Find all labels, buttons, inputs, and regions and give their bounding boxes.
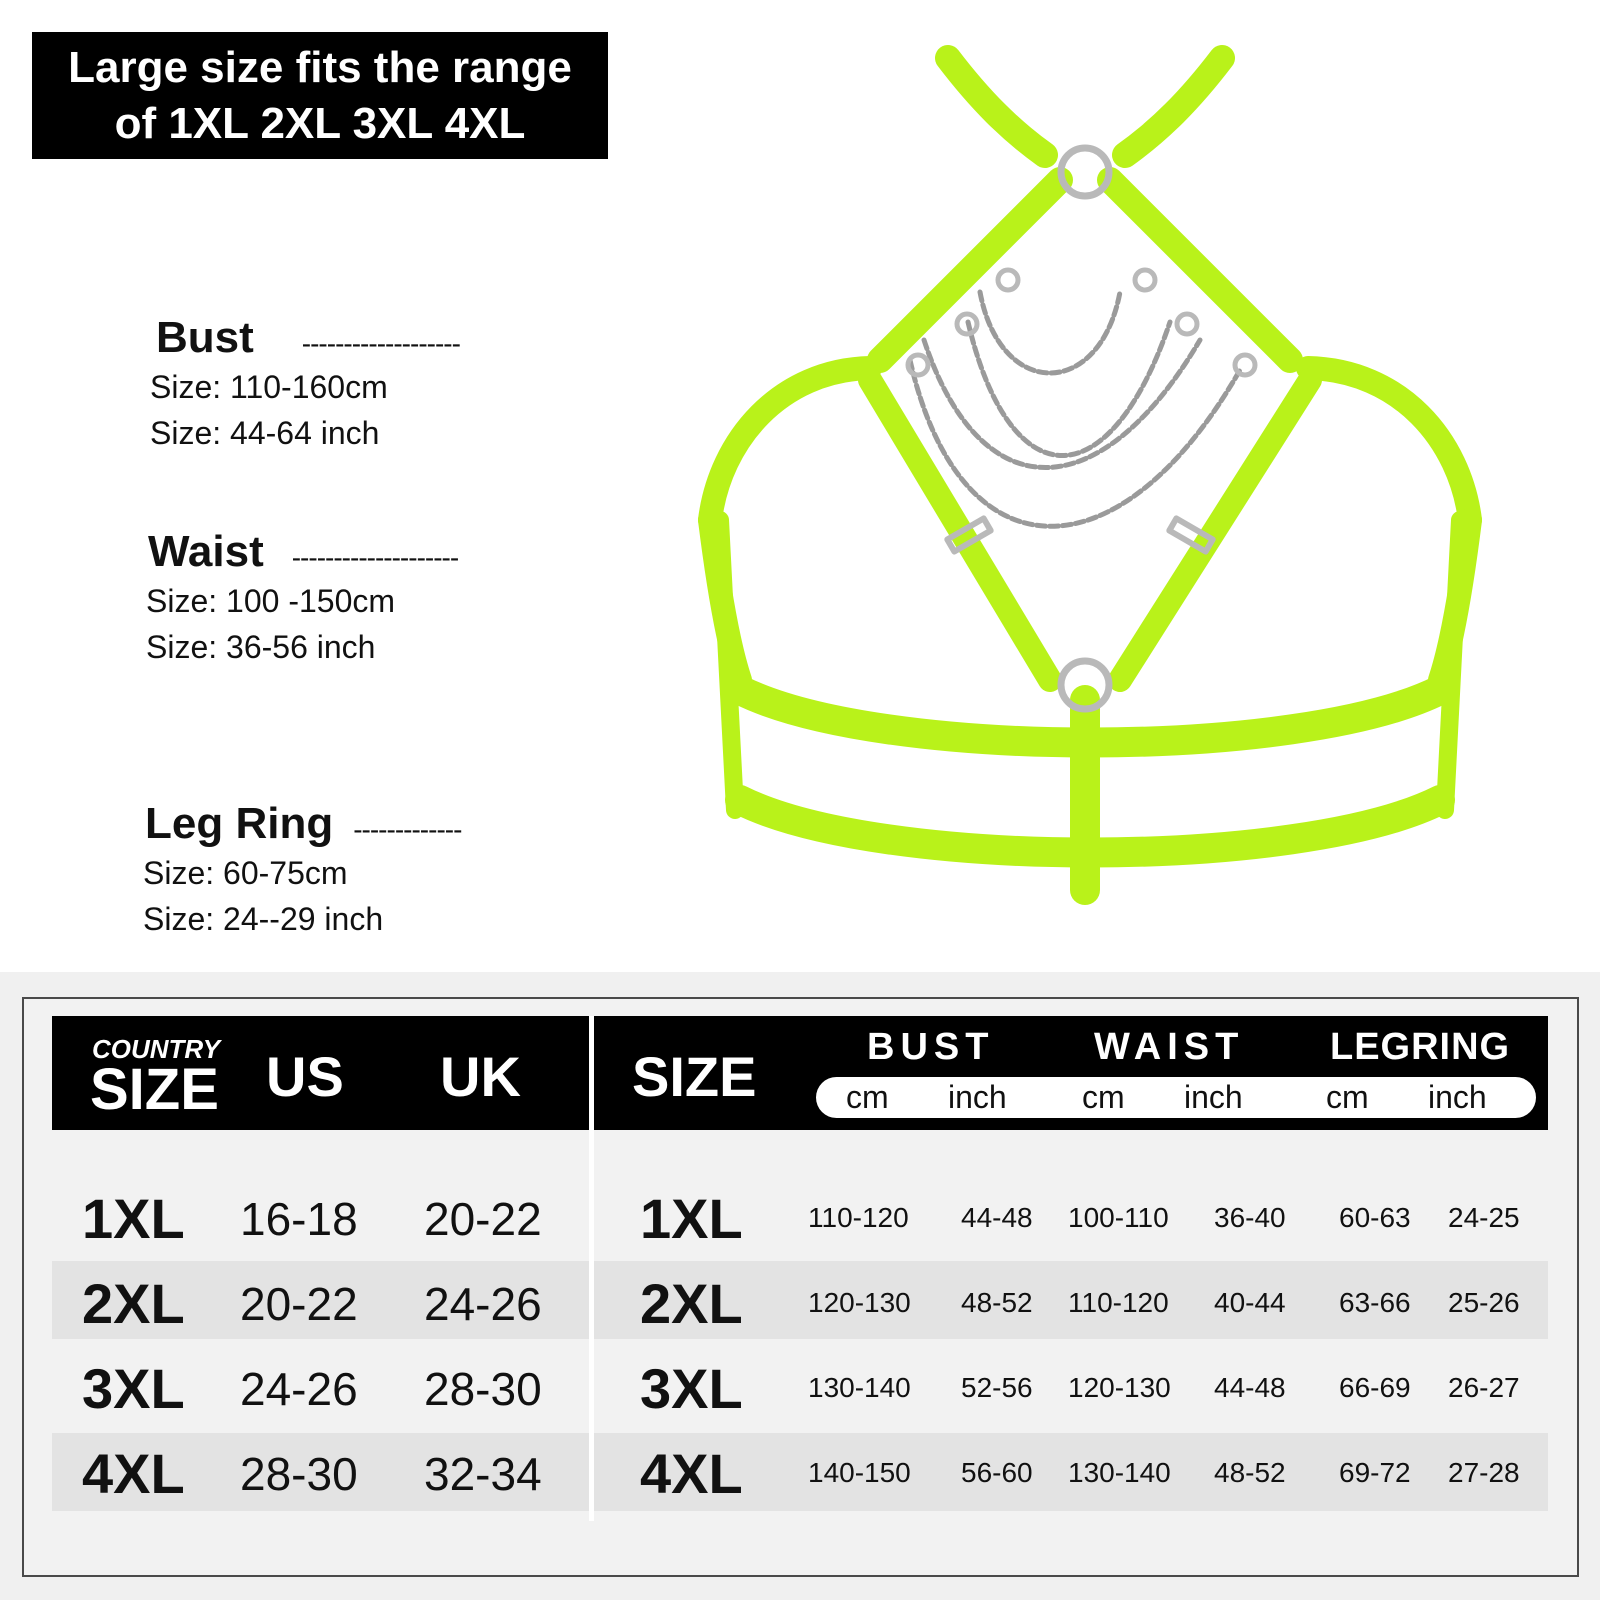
header-country: COUNTRY <box>92 1034 221 1064</box>
bust-size-cm: Size: 110-160cm <box>150 369 388 405</box>
row-bust-cm: 120-130 <box>808 1287 911 1318</box>
banner-line-1: Large size fits the range <box>68 43 572 92</box>
bust-size-inch: Size: 44-64 inch <box>150 415 380 451</box>
row-size-left: 1XL <box>82 1187 185 1250</box>
header-size: SIZE <box>632 1045 757 1108</box>
unit-bust-cm: cm <box>846 1079 889 1115</box>
size-range-banner <box>32 32 608 159</box>
leg-ring-size-cm: Size: 60-75cm <box>143 855 348 891</box>
row-us: 16-18 <box>240 1193 358 1245</box>
row-bust-cm: 140-150 <box>808 1457 911 1488</box>
row-waist-cm: 100-110 <box>1068 1202 1169 1233</box>
row-waist-inch: 44-48 <box>1214 1372 1286 1403</box>
banner-line-2: of 1XL 2XL 3XL 4XL <box>114 99 526 148</box>
halter-straps <box>880 58 1290 360</box>
row-bust-inch: 56-60 <box>961 1457 1033 1488</box>
row-waist-inch: 40-44 <box>1214 1287 1286 1318</box>
row-bust-inch: 48-52 <box>961 1287 1033 1318</box>
row-waist-cm: 130-140 <box>1068 1457 1171 1488</box>
row-leg-inch: 27-28 <box>1448 1457 1520 1488</box>
cup-straps <box>710 368 1470 680</box>
row-waist-cm: 110-120 <box>1068 1287 1169 1318</box>
bust-dashes: ------------------- <box>301 328 460 359</box>
row-waist-inch: 36-40 <box>1214 1202 1286 1233</box>
units-subheader <box>816 1077 1536 1118</box>
row-uk: 24-26 <box>424 1278 542 1330</box>
row-leg-inch: 26-27 <box>1448 1372 1520 1403</box>
unit-leg-inch: inch <box>1428 1079 1487 1115</box>
unit-bust-inch: inch <box>948 1079 1007 1115</box>
row-us: 28-30 <box>240 1448 358 1500</box>
header-us: US <box>266 1045 344 1108</box>
row-us: 24-26 <box>240 1363 358 1415</box>
row-waist-cm: 120-130 <box>1068 1372 1171 1403</box>
row-bust-cm: 130-140 <box>808 1372 911 1403</box>
header-country-size: SIZE <box>90 1057 219 1122</box>
unit-leg-cm: cm <box>1326 1079 1369 1115</box>
row-us: 20-22 <box>240 1278 358 1330</box>
row-size-right: 1XL <box>640 1187 743 1250</box>
row-size-left: 3XL <box>82 1357 185 1420</box>
row-uk: 28-30 <box>424 1363 542 1415</box>
row-size-left: 2XL <box>82 1272 185 1335</box>
waist-size-inch: Size: 36-56 inch <box>146 629 376 665</box>
header-bust: BUST <box>867 1026 995 1068</box>
row-bust-cm: 110-120 <box>808 1202 909 1233</box>
row-size-right: 3XL <box>640 1357 743 1420</box>
row-uk: 20-22 <box>424 1193 542 1245</box>
leg-ring-label: Leg Ring <box>145 799 334 848</box>
underbust-bands <box>740 690 1440 890</box>
row-bust-inch: 52-56 <box>961 1372 1033 1403</box>
leg-ring-measurement <box>143 798 461 942</box>
row-waist-inch: 48-52 <box>1214 1457 1286 1488</box>
waist-label: Waist <box>148 527 264 576</box>
row-leg-inch: 24-25 <box>1448 1202 1520 1233</box>
row-size-right: 2XL <box>640 1272 743 1335</box>
row-leg-cm: 69-72 <box>1339 1457 1411 1488</box>
header-legring: LEGRING <box>1330 1026 1511 1068</box>
leg-ring-dashes: ------------- <box>353 814 462 845</box>
row-leg-cm: 63-66 <box>1339 1287 1411 1318</box>
header-waist: WAIST <box>1094 1026 1245 1068</box>
row-size-right: 4XL <box>640 1442 743 1505</box>
unit-waist-inch: inch <box>1184 1079 1243 1115</box>
leg-ring-size-inch: Size: 24--29 inch <box>143 901 384 937</box>
row-leg-cm: 60-63 <box>1339 1202 1411 1233</box>
waist-dashes: -------------------- <box>291 542 459 573</box>
row-uk: 32-34 <box>424 1448 542 1500</box>
bust-label: Bust <box>156 313 254 362</box>
header-uk: UK <box>440 1045 521 1108</box>
waist-measurement <box>146 526 458 670</box>
country-size-header <box>52 1016 589 1130</box>
harness-product-image <box>680 40 1520 920</box>
row-leg-inch: 25-26 <box>1448 1287 1520 1318</box>
bust-measurement <box>150 312 460 456</box>
unit-waist-cm: cm <box>1082 1079 1125 1115</box>
row-bust-inch: 44-48 <box>961 1202 1033 1233</box>
row-leg-cm: 66-69 <box>1339 1372 1411 1403</box>
waist-size-cm: Size: 100 -150cm <box>146 583 396 619</box>
row-size-left: 4XL <box>82 1442 185 1505</box>
